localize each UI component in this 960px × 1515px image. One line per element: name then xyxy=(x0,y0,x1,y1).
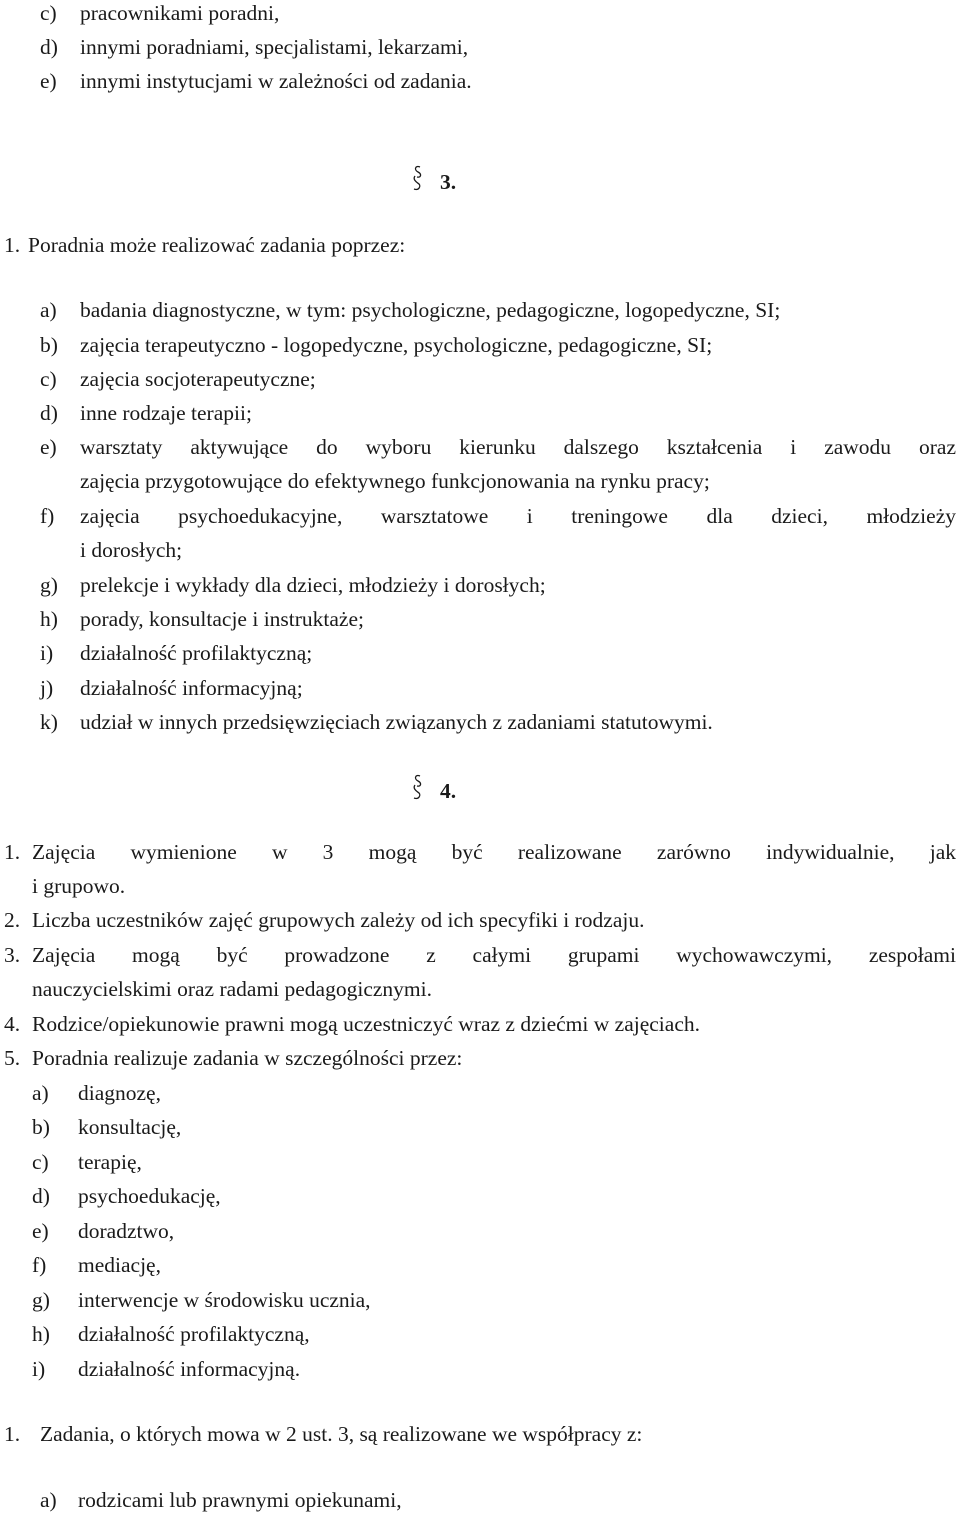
item-label: d) xyxy=(40,401,58,425)
item-text-continued: zajęcia przygotowujące do efektywnego funkcjonowania na rynku pracy; xyxy=(80,469,710,493)
item-text: działalność profilaktyczną; xyxy=(80,641,313,665)
item-text: mediację, xyxy=(78,1253,161,1277)
item-label: a) xyxy=(32,1081,49,1105)
item-text: interwencje w środowisku ucznia, xyxy=(78,1288,371,1312)
point-text: Zajęcia wymienione w 3 mogą być realizowane zarówno indywidualnie, jak xyxy=(32,840,956,864)
list-item xyxy=(32,1150,142,1174)
section-3-header: 3. xyxy=(440,170,457,194)
section-4-point xyxy=(4,842,956,902)
item-label: e) xyxy=(40,435,57,459)
item-text: warsztaty aktywujące do wyboru kierunku dalszego kształcenia i zawodu oraz xyxy=(80,435,956,459)
item-label: h) xyxy=(32,1322,50,1346)
item-label: e) xyxy=(32,1219,49,1243)
item-text: zajęcia terapeutyczno - logopedyczne, psychologiczne, pedagogiczne, SI; xyxy=(80,333,713,357)
list-item xyxy=(40,710,713,734)
item-label: i) xyxy=(40,641,54,665)
item-text: innymi instytucjami w zależności od zadania. xyxy=(80,69,472,93)
list-item xyxy=(32,1184,221,1208)
item-text: zajęcia socjoterapeutyczne; xyxy=(80,367,316,391)
item-text: innymi poradniami, specjalistami, lekarzami, xyxy=(80,35,469,59)
list-item xyxy=(40,676,303,700)
section-4-point xyxy=(4,908,645,932)
list-item xyxy=(40,1488,402,1512)
point-text: Liczba uczestników zajęć grupowych zależy od ich specyfiki i rodzaju. xyxy=(32,908,645,932)
item-label: b) xyxy=(40,333,58,357)
point-text-continued: i grupowo. xyxy=(32,874,126,898)
list-item xyxy=(32,1115,182,1139)
item-label: g) xyxy=(32,1288,50,1312)
item-label: d) xyxy=(32,1184,50,1208)
paragraph-sign-icon xyxy=(413,164,422,194)
list-item xyxy=(40,69,472,93)
list-item xyxy=(40,641,313,665)
section-4-header: 4. xyxy=(440,779,457,803)
section-3-point-1 xyxy=(4,233,406,257)
list-item xyxy=(40,607,364,631)
point-label: 5. xyxy=(4,1046,21,1070)
item-label: f) xyxy=(40,504,55,528)
item-label: g) xyxy=(40,573,58,597)
item-label: c) xyxy=(40,367,57,391)
list-item xyxy=(40,573,546,597)
item-text-continued: i dorosłych; xyxy=(80,538,183,562)
section-4-point xyxy=(4,1012,700,1036)
item-label: c) xyxy=(40,1,57,25)
item-text: diagnozę, xyxy=(78,1081,161,1105)
point-label: 1. xyxy=(4,1422,21,1446)
point-text: Zajęcia mogą być prowadzone z całymi grupami wychowawczymi, zespołami xyxy=(32,943,956,967)
point-label: 2. xyxy=(4,908,21,932)
list-item xyxy=(40,298,781,322)
item-text: działalność informacyjną. xyxy=(78,1357,301,1381)
point-text: Poradnia realizuje zadania w szczególności przez: xyxy=(32,1046,463,1070)
item-text: zajęcia psychoedukacyjne, warsztatowe i treningowe dla dzieci, młodzieży xyxy=(80,504,956,528)
list-item xyxy=(40,367,316,391)
list-item xyxy=(32,1253,161,1277)
item-text: działalność informacyjną; xyxy=(80,676,303,700)
list-item xyxy=(32,1219,175,1243)
list-item xyxy=(32,1081,161,1105)
item-text: pracownikami poradni, xyxy=(80,1,280,25)
item-label: b) xyxy=(32,1115,50,1139)
item-text: działalność profilaktyczną, xyxy=(78,1322,310,1346)
point-text: Rodzice/opiekunowie prawni mogą uczestniczyć wraz z dziećmi w zajęciach. xyxy=(32,1012,700,1036)
item-text: terapię, xyxy=(78,1150,142,1174)
item-text: psychoedukację, xyxy=(78,1184,221,1208)
item-label: c) xyxy=(32,1150,49,1174)
point-label: 1. xyxy=(4,233,21,257)
item-text: rodzicami lub prawnymi opiekunami, xyxy=(78,1488,402,1512)
item-label: k) xyxy=(40,710,58,734)
list-item xyxy=(40,401,252,425)
item-text: udział w innych przedsięwzięciach związanych z zadaniami statutowymi. xyxy=(80,710,713,734)
section-4-point xyxy=(4,945,956,1005)
section-4-point xyxy=(4,1046,463,1070)
point-text-continued: nauczycielskimi oraz radami pedagogicznymi. xyxy=(32,977,432,1001)
item-label: i) xyxy=(32,1357,46,1381)
point-text: Zadania, o których mowa w 2 ust. 3, są realizowane we współpracy z: xyxy=(40,1422,643,1446)
list-item xyxy=(40,506,956,566)
item-text: prelekcje i wykłady dla dzieci, młodzieży i dorosłych; xyxy=(80,573,546,597)
item-text: doradztwo, xyxy=(78,1219,175,1243)
point-label: 4. xyxy=(4,1012,21,1036)
item-label: h) xyxy=(40,607,58,631)
point-label: 3. xyxy=(4,943,21,967)
item-text: porady, konsultacje i instruktaże; xyxy=(80,607,364,631)
point-text: Poradnia może realizować zadania poprzez: xyxy=(28,233,406,257)
item-label: a) xyxy=(40,298,57,322)
list-item xyxy=(40,35,469,59)
list-item xyxy=(32,1288,371,1312)
item-label: j) xyxy=(40,676,54,700)
list-item xyxy=(40,437,956,497)
item-text: badania diagnostyczne, w tym: psychologiczne, pedagogiczne, logopedyczne, SI; xyxy=(80,298,781,322)
point-label: 1. xyxy=(4,840,21,864)
item-label: e) xyxy=(40,69,57,93)
item-label: a) xyxy=(40,1488,57,1512)
list-item xyxy=(32,1322,310,1346)
item-text: konsultację, xyxy=(78,1115,182,1139)
list-item xyxy=(32,1357,301,1381)
cooperation-point xyxy=(4,1422,643,1446)
list-item xyxy=(40,333,713,357)
item-text: inne rodzaje terapii; xyxy=(80,401,252,425)
item-label: d) xyxy=(40,35,58,59)
item-label: f) xyxy=(32,1253,47,1277)
paragraph-sign-icon xyxy=(413,773,422,803)
list-item xyxy=(40,1,280,25)
